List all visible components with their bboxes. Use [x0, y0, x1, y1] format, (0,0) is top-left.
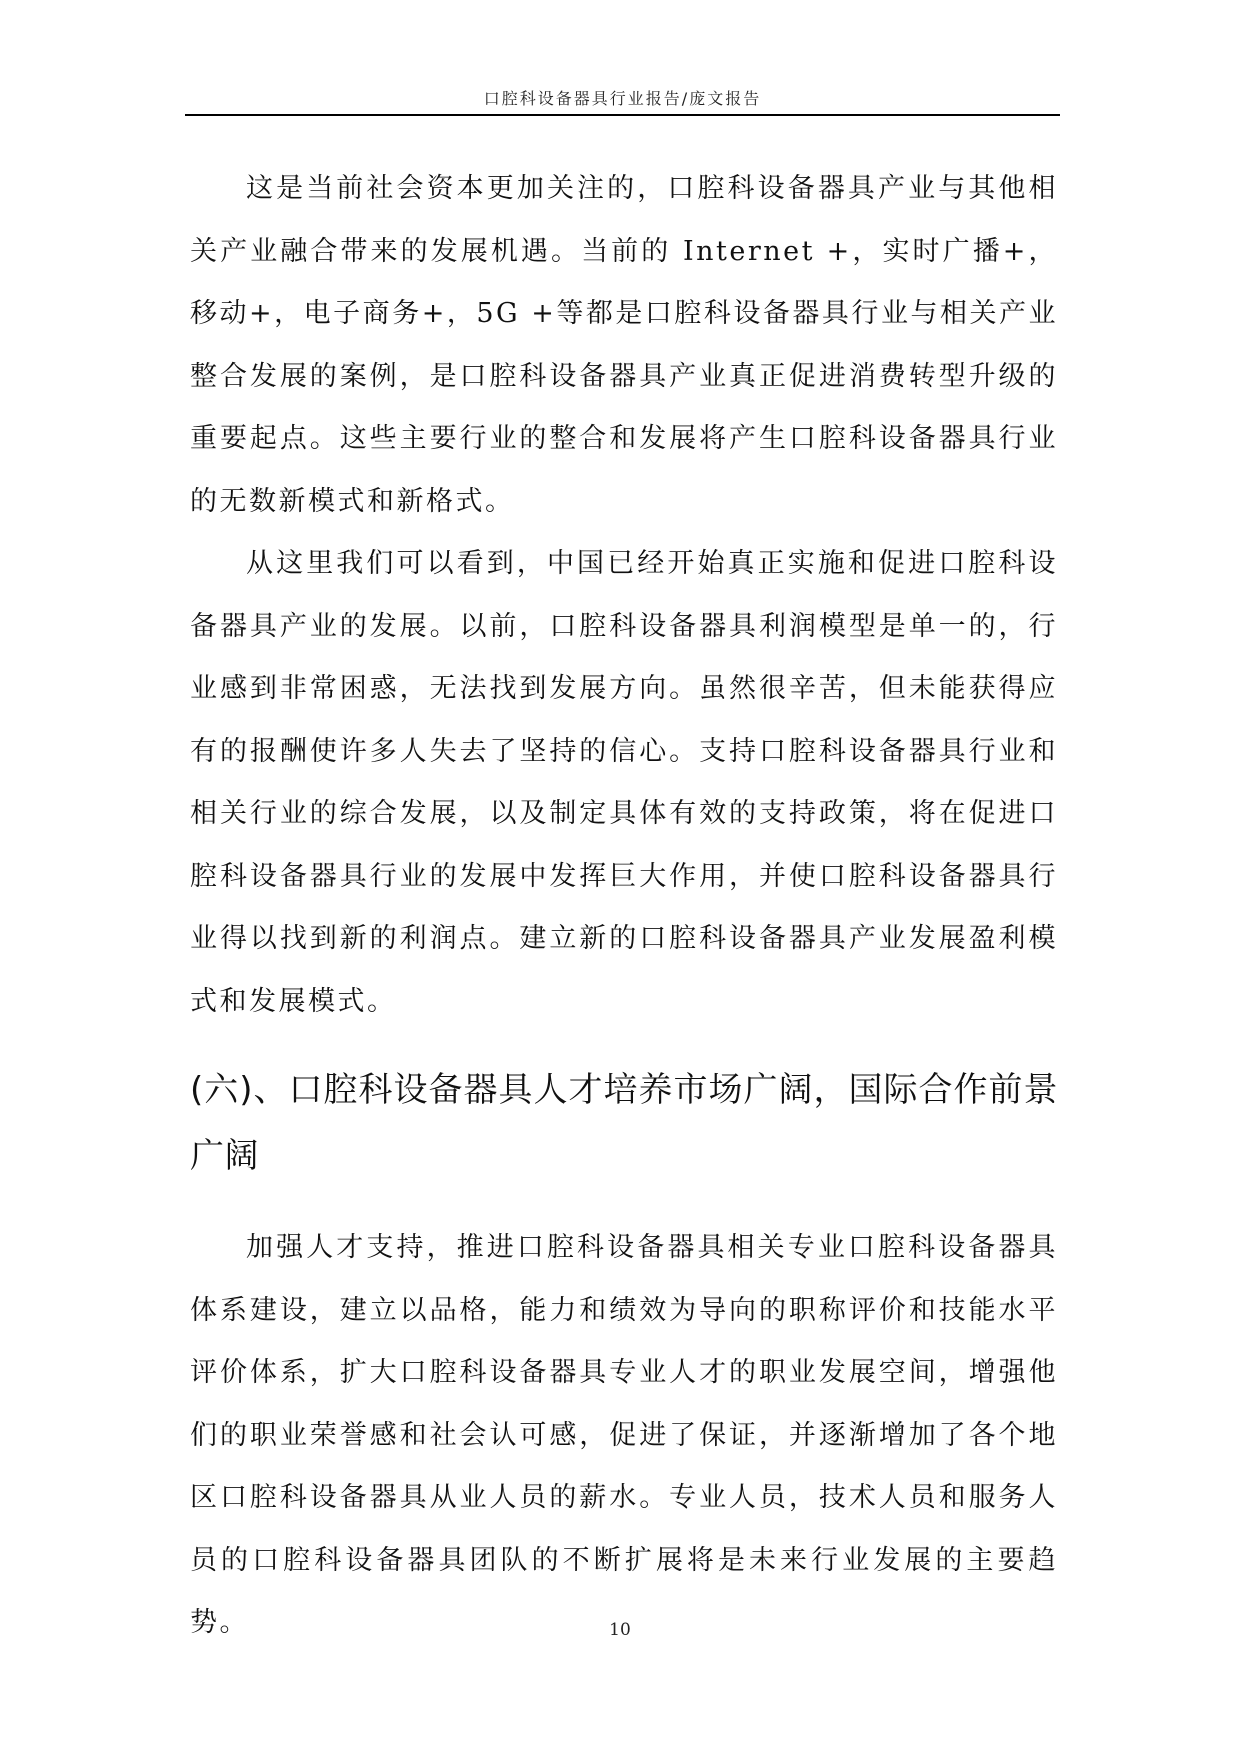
- page-header: 口腔科设备器具行业报告/庞文报告: [483, 89, 762, 108]
- page-number: 10: [609, 1620, 631, 1640]
- header-rule: [185, 114, 1060, 116]
- page-content: [190, 158, 1058, 1655]
- body-paragraph: 从这里我们可以看到，中国已经开始真正实施和促进口腔科设备器具产业的发展。以前，口腔科设备器具利润模型是单一的，行业感到非常困惑，无法找到发展方向。虽然很辛苦，但未能获得应有的报酬使许多人失去了坚持的信心。支持口腔科设备器具行业和相关行业的综合发展，以及制定具体有效的支持政策，将在促进口腔科设备器具行业的发展中发挥巨大作用，并使口腔科设备器具行业得以找到新的利润点。建立新的口腔科设备器具产业发展盈利模式和发展模式。: [190, 548, 1058, 1017]
- section-heading: (六)、口腔科设备器具人才培养市场广阔，国际合作前景广阔: [190, 1070, 1058, 1176]
- body-paragraph: 这是当前社会资本更加关注的，口腔科设备器具产业与其他相关产业融合带来的发展机遇。当前的 Internet +，实时广播+，移动+，电子商务+，5G +等都是口腔科设备器具行业与相关产业整合发展的案例，是口腔科设备器具产业真正促进消费转型升级的重要起点。这些主要行业的整合和发展将产生口腔科设备器具行业的无数新模式和新格式。: [190, 173, 1058, 517]
- body-paragraph: 加强人才支持，推进口腔科设备器具相关专业口腔科设备器具体系建设，建立以品格，能力和绩效为导向的职称评价和技能水平评价体系，扩大口腔科设备器具专业人才的职业发展空间，增强他们的职业荣誉感和社会认可感，促进了保证，并逐渐增加了各个地区口腔科设备器具从业人员的薪水。专业人员，技术人员和服务人员的口腔科设备器具团队的不断扩展将是未来行业发展的主要趋势。: [190, 1232, 1058, 1638]
